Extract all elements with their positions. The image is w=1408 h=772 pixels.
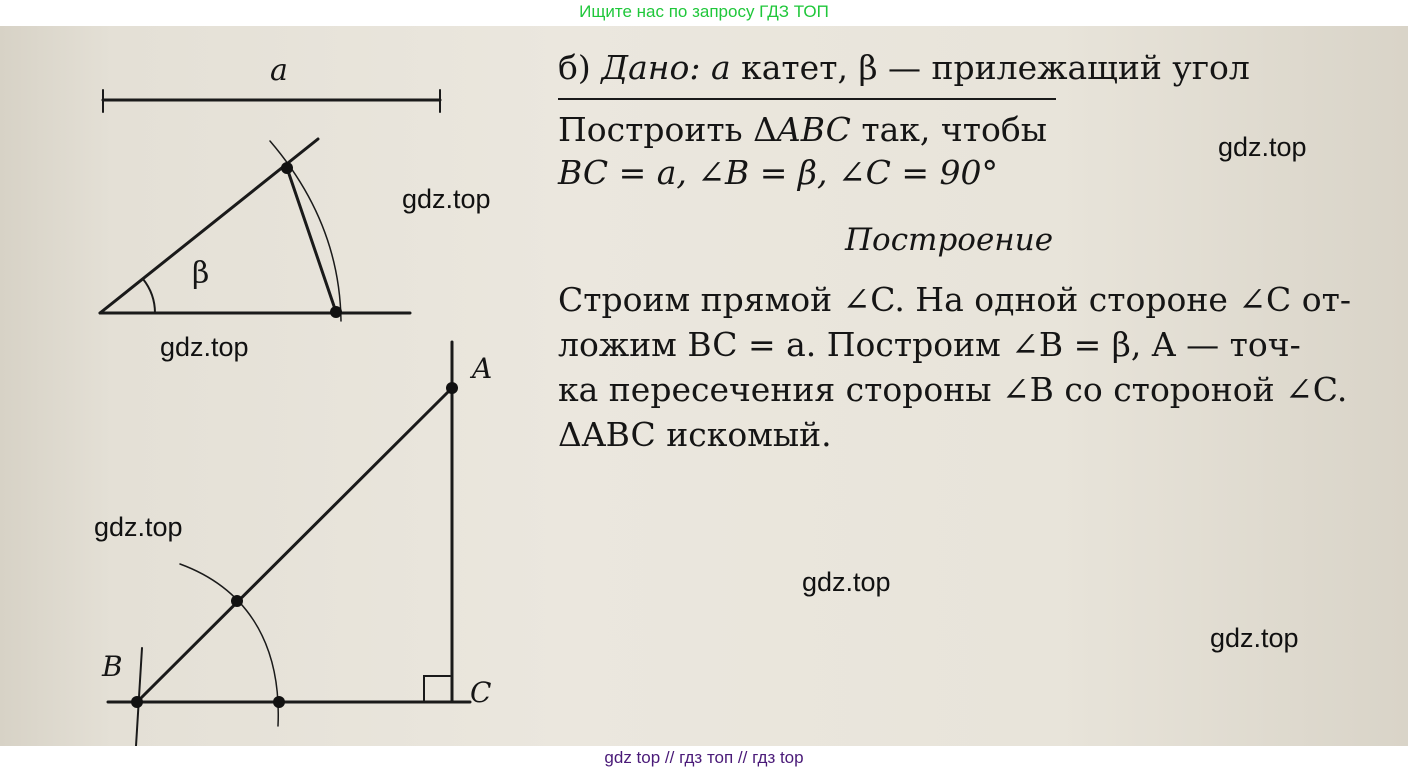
point-marker [330, 306, 342, 318]
body-line-4: ΔABC искомый. [558, 415, 832, 454]
label-beta: β [192, 256, 210, 291]
given-divider [558, 98, 1056, 100]
given-line: б) Дано: a катет, β — прилежащий угол [558, 48, 1250, 87]
triangle-abc [108, 342, 470, 746]
point-A-marker [446, 382, 458, 394]
textbook-page [0, 26, 1408, 746]
watermark: gdz.top [94, 512, 183, 542]
watermark: gdz.top [1218, 132, 1307, 162]
point-marker [231, 595, 243, 607]
watermark: gdz.top [402, 184, 491, 214]
body-line-3: ка пересечения стороны ∠B со стороной ∠C. [558, 370, 1348, 409]
point-B-marker [131, 696, 143, 708]
label-B: B [102, 650, 123, 683]
bottom-banner: gdz top // гдз топ // гдз top [0, 746, 1408, 772]
task-line-1: Построить ΔABC так, чтобы [558, 110, 1047, 149]
body-line-2: ложим BC = a. Построим ∠B = β, A — точ- [558, 325, 1301, 364]
task-line-2: BC = a, ∠B = β, ∠C = 90° [558, 153, 999, 192]
watermark: gdz.top [160, 332, 249, 362]
body-line-1: Строим прямой ∠C. На одной стороне ∠C от- [558, 280, 1352, 319]
point-marker [273, 696, 285, 708]
watermark: gdz.top [1210, 623, 1299, 653]
point-marker [281, 162, 293, 174]
angle-beta [100, 139, 410, 321]
construction-heading: Построение [845, 222, 1054, 258]
label-a: a [270, 53, 288, 88]
segment-a [103, 90, 440, 112]
top-banner: Ищите нас по запросу ГДЗ ТОП [0, 0, 1408, 26]
watermark: gdz.top [802, 567, 891, 597]
label-C: C [470, 676, 492, 709]
label-A: A [472, 352, 493, 385]
